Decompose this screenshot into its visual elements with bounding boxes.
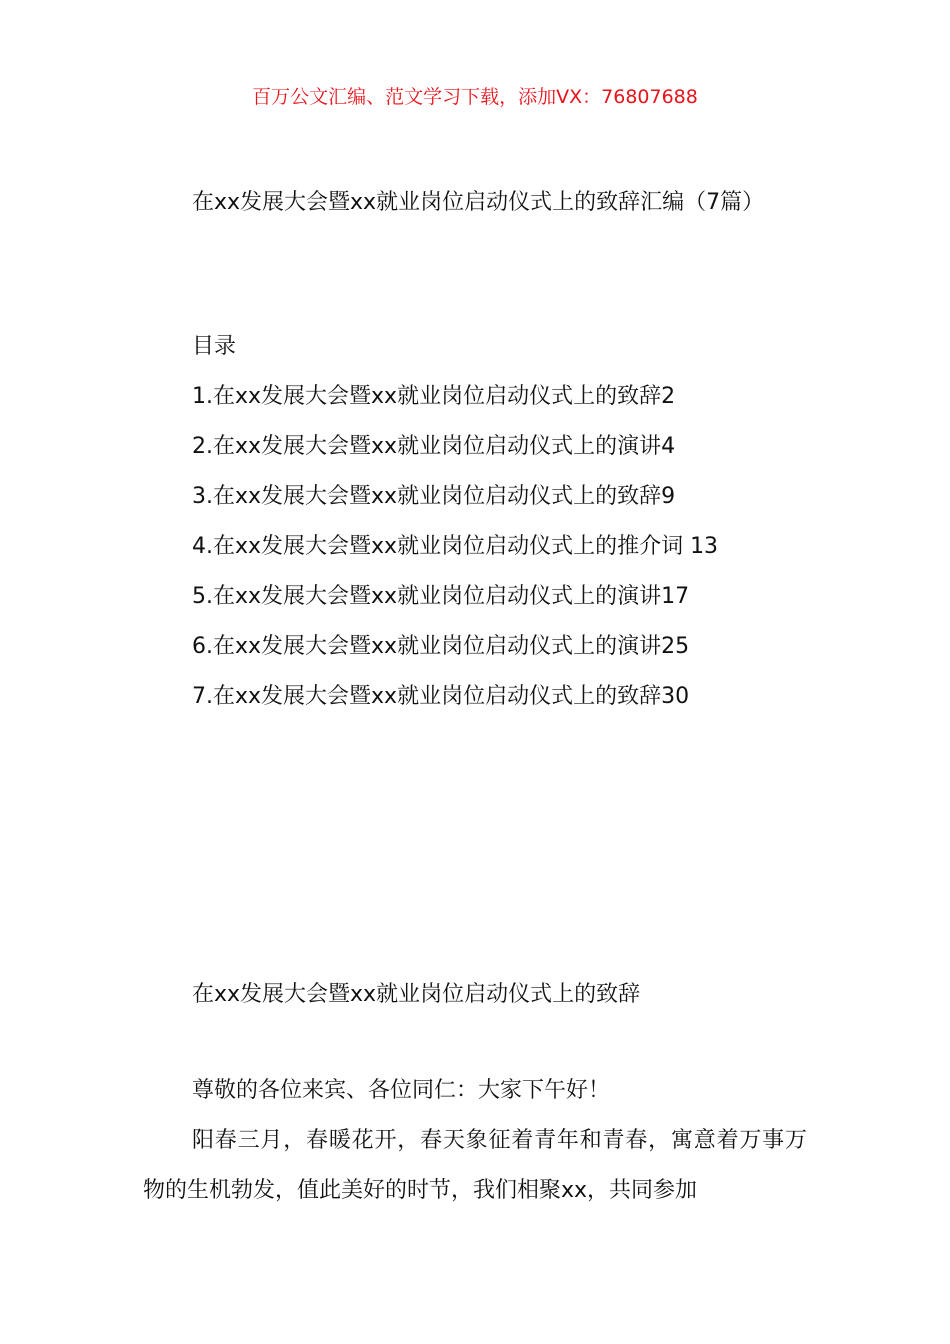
toc-item: 3.在xx发展大会暨xx就业岗位启动仪式上的致辞9 [192,484,676,509]
toc-item: 1.在xx发展大会暨xx就业岗位启动仪式上的致辞2 [192,384,676,409]
toc-item: 5.在xx发展大会暨xx就业岗位启动仪式上的演讲17 [192,584,690,609]
toc-item: 7.在xx发展大会暨xx就业岗位启动仪式上的致辞30 [192,684,690,709]
document-title: 在xx发展大会暨xx就业岗位启动仪式上的致辞汇编（7篇） [192,190,765,215]
section-title: 在xx发展大会暨xx就业岗位启动仪式上的致辞 [192,982,641,1007]
toc-item: 2.在xx发展大会暨xx就业岗位启动仪式上的演讲4 [192,434,676,459]
header-banner: 百万公文汇编、范文学习下载，添加VX：76807688 [252,86,698,108]
toc-item: 4.在xx发展大会暨xx就业岗位启动仪式上的推介词 13 [192,534,719,559]
table-of-contents [192,372,812,722]
toc-item: 6.在xx发展大会暨xx就业岗位启动仪式上的演讲25 [192,634,690,659]
body-paragraph: 阳春三月，春暖花开，春天象征着青年和青春，寓意着万事万物的生机勃发，值此美好的时节，我们相聚xx，共同参加 [143,1128,807,1203]
salutation: 尊敬的各位来宾、各位同仁：大家下午好！ [192,1078,611,1103]
toc-heading: 目录 [192,334,237,359]
